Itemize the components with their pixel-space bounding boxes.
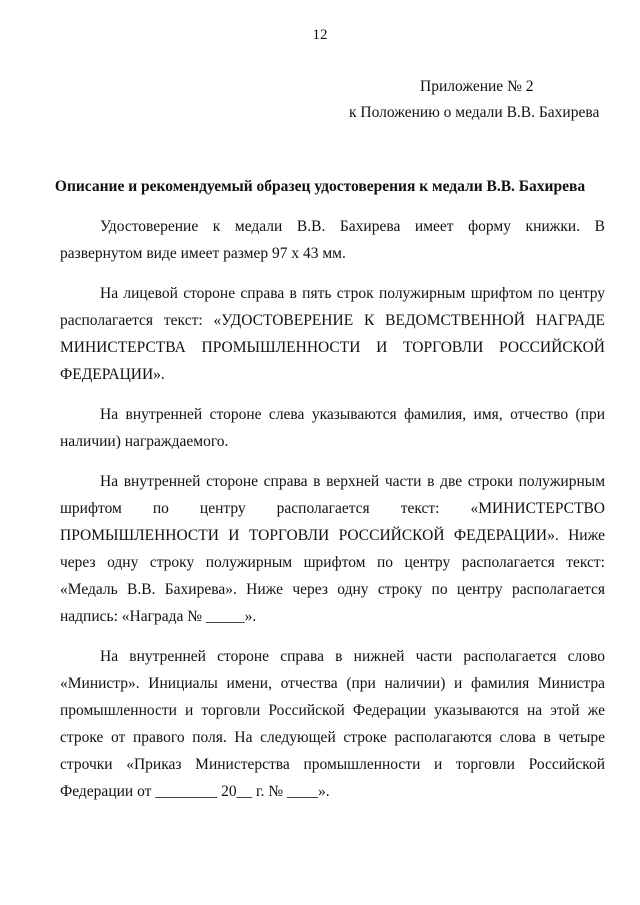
appendix-reference: к Положению о медали В.В. Бахирева: [349, 104, 600, 121]
paragraph-inner-left: На внутренней стороне слева указываются фамилия, имя, отчество (при наличии) награждаемого.: [60, 406, 605, 450]
appendix-number: Приложение № 2: [420, 78, 534, 95]
paragraph-format: Удостоверение к медали В.В. Бахирева имеет форму книжки. В развернутом виде имеет размер 97 x 43 мм.: [60, 218, 605, 262]
appendix-header: [349, 74, 609, 126]
paragraph-front-side: На лицевой стороне справа в пять строк полужирным шрифтом по центру располагается текст: «УДОСТОВЕРЕНИЕ К ВЕДОМСТВЕННОЙ НАГРАДЕ МИНИСТЕРСТВА ПРОМЫШЛЕННОСТИ И ТОРГОВЛИ РОССИЙСКОЙ ФЕДЕРАЦИИ».: [60, 285, 605, 383]
document-body: [60, 213, 605, 805]
paragraph-inner-right-top: На внутренней стороне справа в верхней части в две строки полужирным шрифтом по центру располагается текст: «МИНИСТЕРСТВО ПРОМЫШЛЕННОСТИ И ТОРГОВЛИ РОССИЙСКОЙ ФЕДЕРАЦИИ». Ниже через одну строку полужирным шрифтом по центру располагается текст: «Медаль В.В. Бахирева». Ниже через одну строку по центру располагается надпись: «Награда № _____».: [60, 473, 605, 625]
document-title: Описание и рекомендуемый образец удостоверения к медали В.В. Бахирева: [54, 178, 586, 195]
paragraph-inner-right-bottom: На внутренней стороне справа в нижней части располагается слово «Министр». Инициалы имени, отчества (при наличии) и фамилия Министра промышленности и торговли Российской Федерации указываются на этой же строке от правого поля. На следующей строке располагаются слова в четыре строчки «Приказ Министерства промышленности и торговли Российской Федерации от ________ 20__ г. № ____».: [60, 648, 605, 800]
page-number: 12: [312, 27, 328, 43]
